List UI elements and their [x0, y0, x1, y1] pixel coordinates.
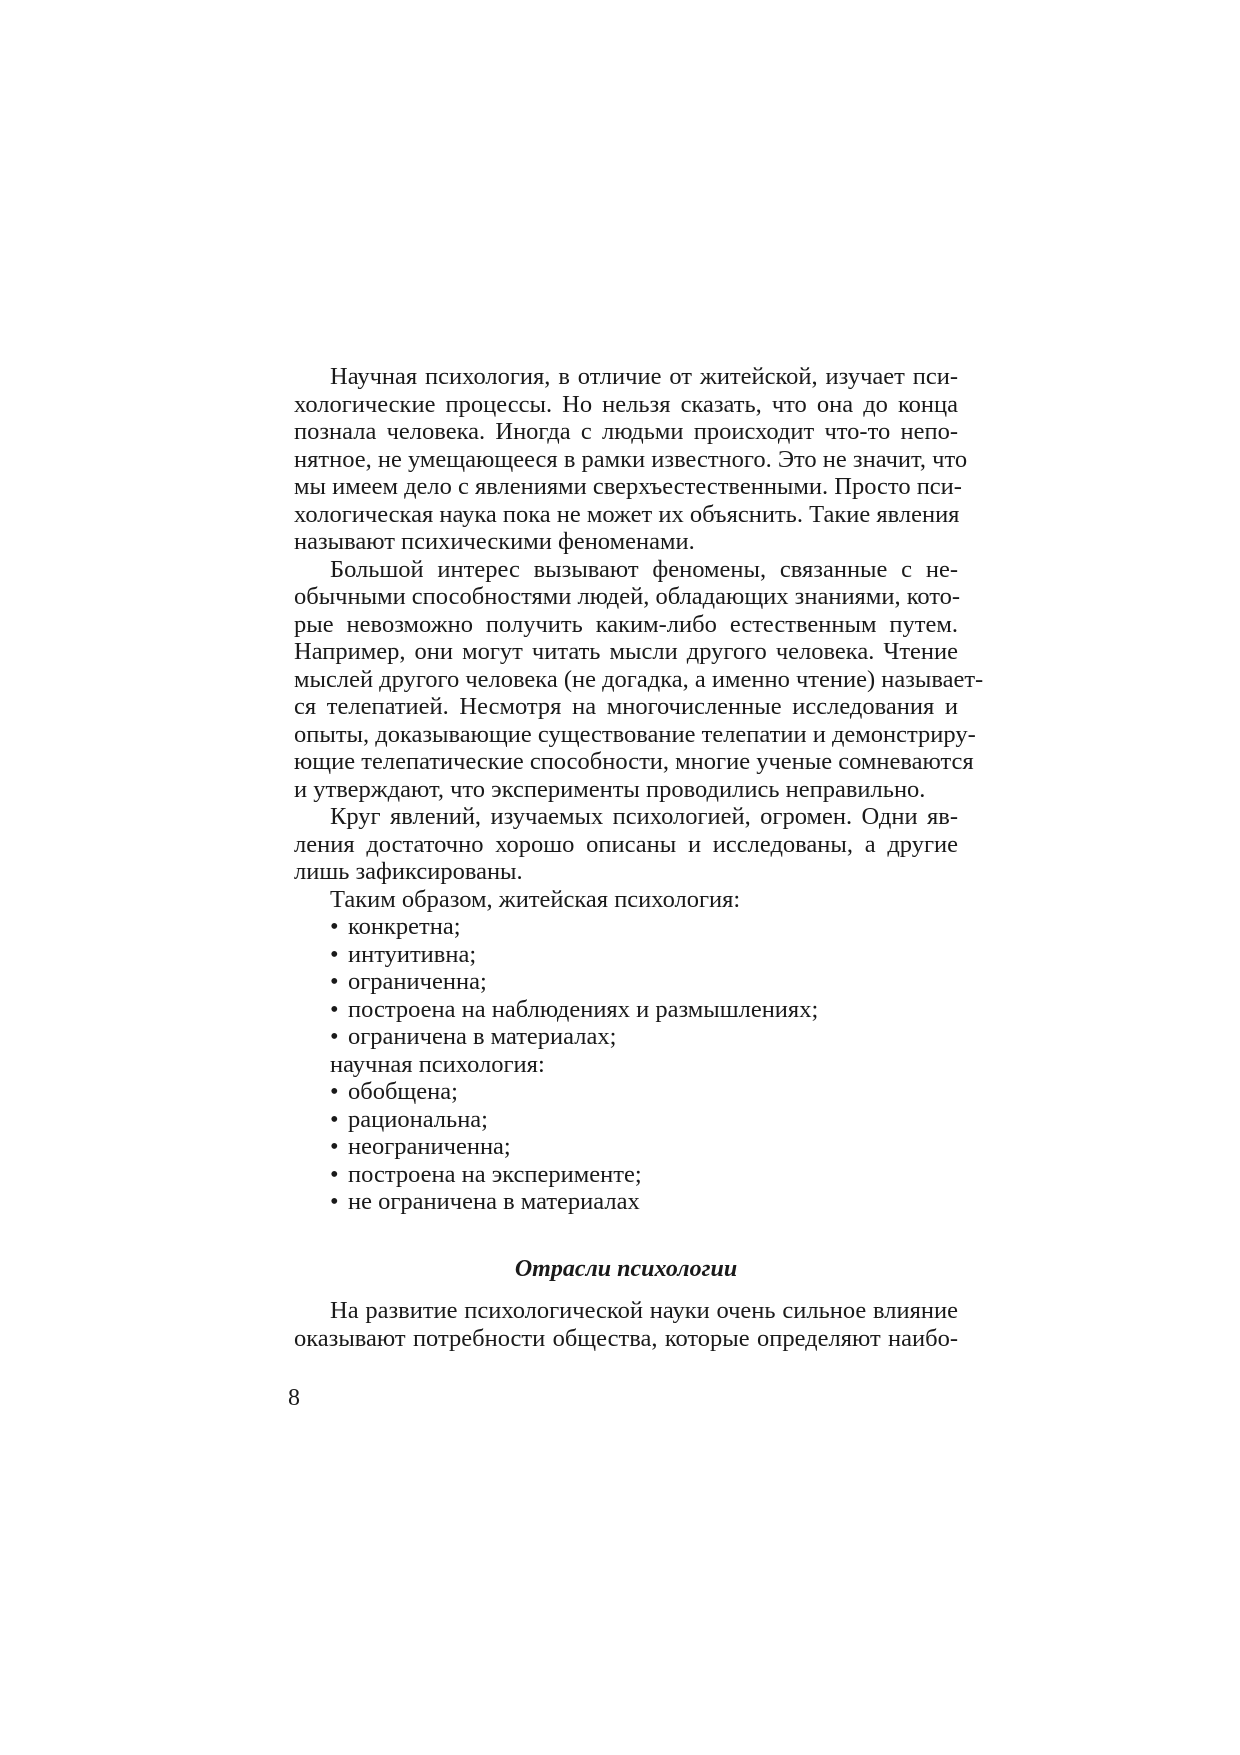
text-line: На развитие психологической науки очень сильное влияние	[330, 1297, 958, 1324]
scientific-psychology-list	[294, 1078, 958, 1216]
text-line: ся телепатией. Несмотря на многочисленные исследования и	[294, 693, 958, 720]
list-item	[330, 1133, 958, 1161]
text-line: называют психическими феноменами.	[294, 528, 695, 555]
bullet-icon: •	[330, 940, 339, 968]
section-heading: Отрасли психологии	[514, 1255, 738, 1282]
text-line: опыты, доказывающие существование телепатии и демонстриру-	[294, 720, 976, 748]
list-item-text: конкретна;	[348, 913, 461, 940]
page-body	[294, 363, 984, 1352]
paragraph-2	[294, 555, 984, 804]
text-line: оказывают потребности общества, которые определяют наибо-	[294, 1324, 958, 1352]
list-item	[330, 941, 958, 969]
list-item-text: рациональна;	[348, 1105, 488, 1133]
bullet-icon: •	[330, 913, 339, 940]
bullet-icon: •	[330, 1078, 339, 1105]
text-line: ления достаточно хорошо описаны и исследованы, а другие	[294, 830, 958, 858]
text-line: нятное, не умещающееся в рамки известного. Это не значит, что	[294, 445, 968, 473]
text-line: Большой интерес вызывают феномены, связанные с не-	[330, 555, 958, 583]
paragraph-final	[294, 1297, 958, 1352]
text-line: Круг явлений, изучаемых психологией, огромен. Одни яв-	[330, 803, 958, 830]
text-line: ющие телепатические способности, многие ученые сомневаются	[294, 748, 974, 775]
list-item	[330, 968, 958, 996]
text-line: хологическая наука пока не может их объяснить. Такие явления	[294, 500, 960, 528]
list-item	[330, 1106, 958, 1134]
text-line: мы имеем дело с явлениями сверхъестественными. Просто пси-	[294, 473, 962, 500]
bullet-icon: •	[330, 995, 339, 1023]
list-item-text: интуитивна;	[348, 940, 477, 968]
list-item-text: ограничена в материалах;	[348, 1023, 617, 1050]
list-item	[330, 913, 958, 941]
paragraph-3	[294, 803, 958, 886]
bullet-icon: •	[330, 1160, 339, 1188]
list-item-text: неограниченна;	[348, 1133, 511, 1160]
bullet-icon: •	[330, 1133, 339, 1160]
list-item-text: не ограничена в материалах	[348, 1188, 640, 1215]
bullet-icon: •	[330, 1188, 339, 1215]
list-item	[330, 996, 958, 1024]
text-line: и утверждают, что эксперименты проводились неправильно.	[294, 775, 926, 803]
bullet-icon: •	[330, 1105, 339, 1133]
list-item-text: обобщена;	[348, 1078, 458, 1105]
text-line: Научная психология, в отличие от житейской, изучает пси-	[330, 363, 958, 390]
bullet-icon: •	[330, 1023, 339, 1050]
list-item	[330, 1161, 958, 1189]
text-line: лишь зафиксированы.	[294, 858, 523, 885]
list-item-text: построена на эксперименте;	[348, 1160, 642, 1188]
text-line: Например, они могут читать мысли другого человека. Чтение	[294, 638, 958, 665]
page-number: 8	[288, 1385, 300, 1411]
everyday-list-intro: Таким образом, житейская психология:	[330, 885, 741, 913]
paragraph-1	[294, 363, 968, 556]
text-line: хологические процессы. Но нельзя сказать, что она до конца	[294, 390, 958, 418]
text-line: мыслей другого человека (не догадка, а именно чтение) называет-	[294, 665, 984, 693]
list-item	[330, 1188, 958, 1216]
text-line: обычными способностями людей, обладающих знаниями, кото-	[294, 583, 961, 610]
scientific-list-intro: научная психология:	[330, 1050, 545, 1078]
text-line: рые невозможно получить каким-либо естественным путем.	[294, 610, 958, 638]
everyday-psychology-list	[294, 913, 958, 1051]
list-item	[330, 1023, 958, 1051]
bullet-icon: •	[330, 968, 339, 995]
list-item	[330, 1078, 958, 1106]
list-item-text: ограниченна;	[348, 968, 487, 995]
list-item-text: построена на наблюдениях и размышлениях;	[348, 995, 819, 1023]
text-line: познала человека. Иногда с людьми происходит что-то непо-	[294, 418, 958, 445]
